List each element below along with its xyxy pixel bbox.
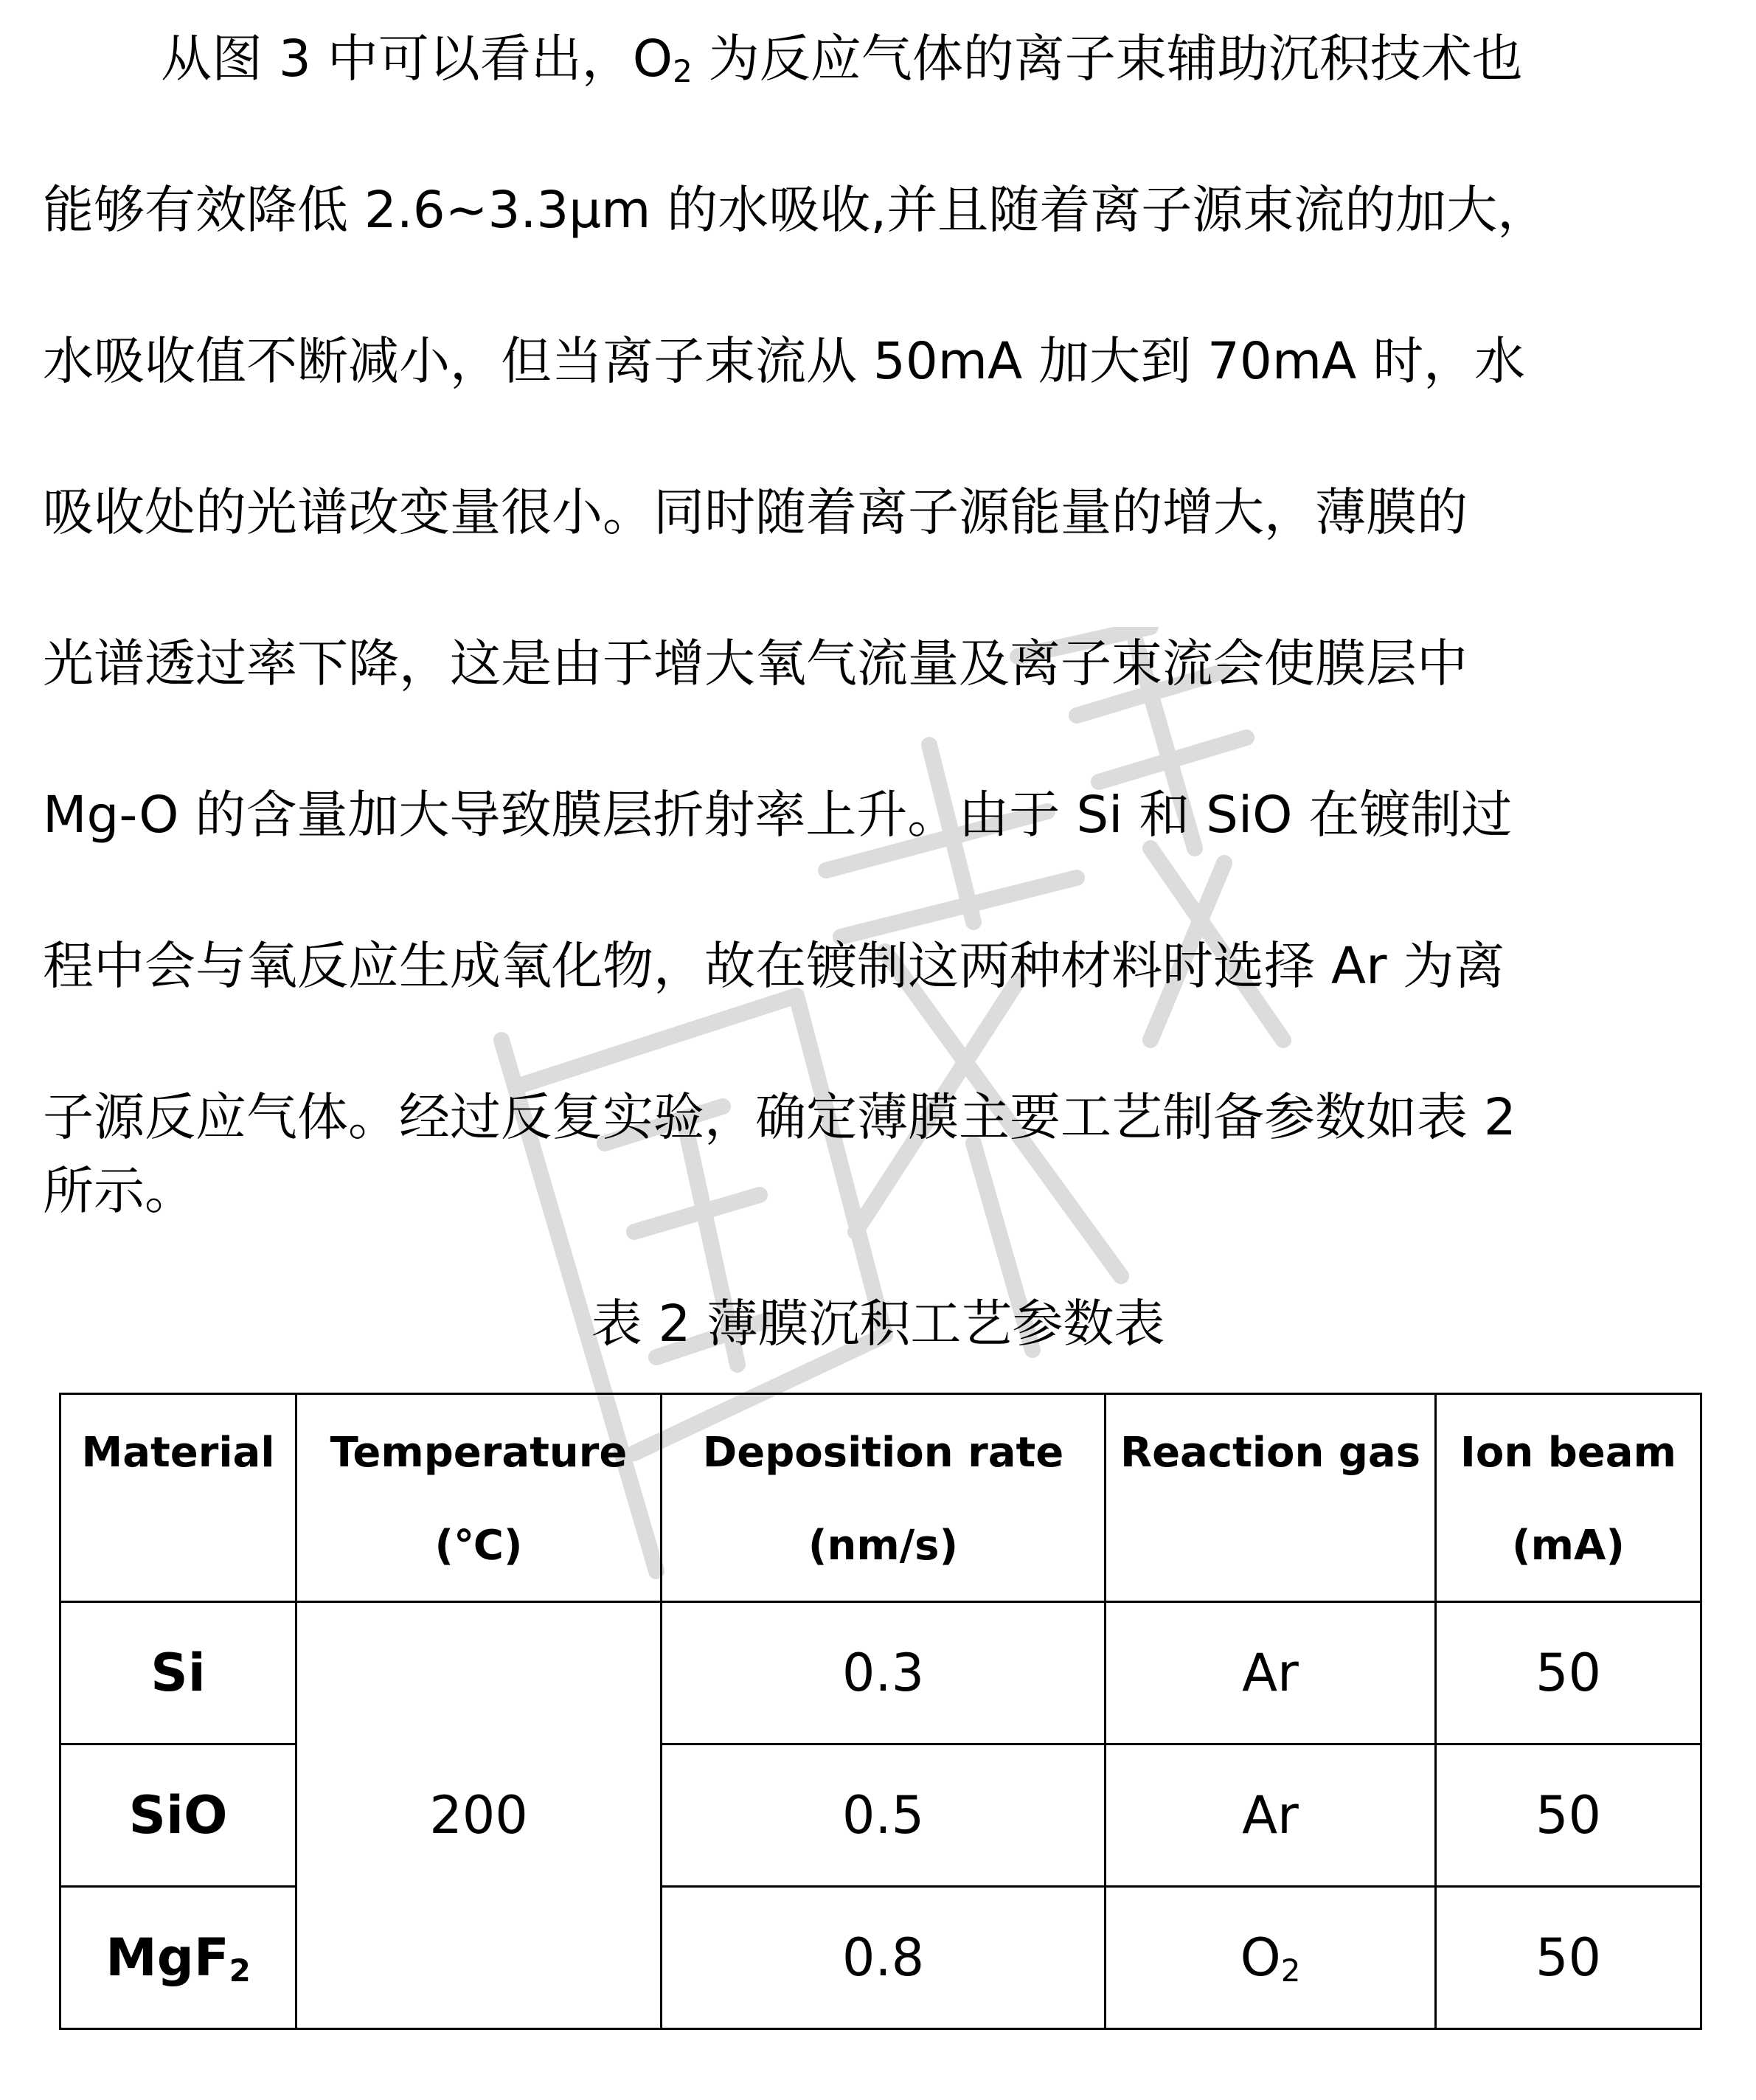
header-temperature: Temperature (℃) [296,1394,662,1602]
paragraph-line: 能够有效降低 2.6~3.3μm 的水吸收,并且随着离子源束流的加大， [43,181,1549,240]
cell-temperature: 200 [296,1602,662,2029]
cell-deposition-rate: 0.8 [662,1887,1106,2029]
paragraph-line: 水吸收值不断减小，但当离子束流从 50mA 加大到 70mA 时，水 [43,332,1526,391]
header-deposition-rate: Deposition rate (nm/s) [662,1394,1106,1602]
process-parameters-table [59,1393,1702,2030]
cell-reaction-gas: Ar [1106,1602,1436,1744]
table-row [60,1602,1701,1744]
cell-reaction-gas: Ar [1106,1744,1436,1887]
paragraph-line: 子源反应气体。经过反复实验，确定薄膜主要工艺制备参数如表 2 [43,1088,1516,1147]
cell-deposition-rate: 0.5 [662,1744,1106,1887]
cell-material: MgF$_2$ [60,1887,296,2029]
header-reaction-gas: Reaction gas [1106,1394,1436,1602]
paragraph-line: 光谱透过率下降，这是由于增大氧气流量及离子束流会使膜层中 [43,634,1468,693]
line-text: 从图 3 中可以看出，$O_2$ 为反应气体的离子束辅助沉积技术也 [161,30,1523,89]
table-caption: 表 2 薄膜沉积工艺参数表 [591,1295,1165,1354]
paragraph-line [161,15,1717,103]
header-ion-beam: Ion beam (mA) [1436,1394,1701,1602]
cell-ion-beam: 50 [1436,1887,1701,2029]
header-material: Material [60,1394,296,1602]
cell-ion-beam: 50 [1436,1602,1701,1744]
paragraph-line: 程中会与氧反应生成氧化物，故在镀制这两种材料时选择 Ar 为离 [43,937,1505,996]
cell-reaction-gas: $O_2$ [1106,1887,1436,2029]
paragraph-line: 吸收处的光谱改变量很小。同时随着离子源能量的增大，薄膜的 [43,483,1468,542]
paragraph-line: 所示。 [43,1162,195,1221]
cell-deposition-rate: 0.3 [662,1602,1106,1744]
cell-ion-beam: 50 [1436,1744,1701,1887]
table-header-row [60,1394,1701,1602]
cell-material: SiO [60,1744,296,1887]
cell-material: Si [60,1602,296,1744]
paragraph-line: Mg-O 的含量加大导致膜层折射率上升。由于 Si 和 SiO 在镀制过 [43,786,1513,845]
